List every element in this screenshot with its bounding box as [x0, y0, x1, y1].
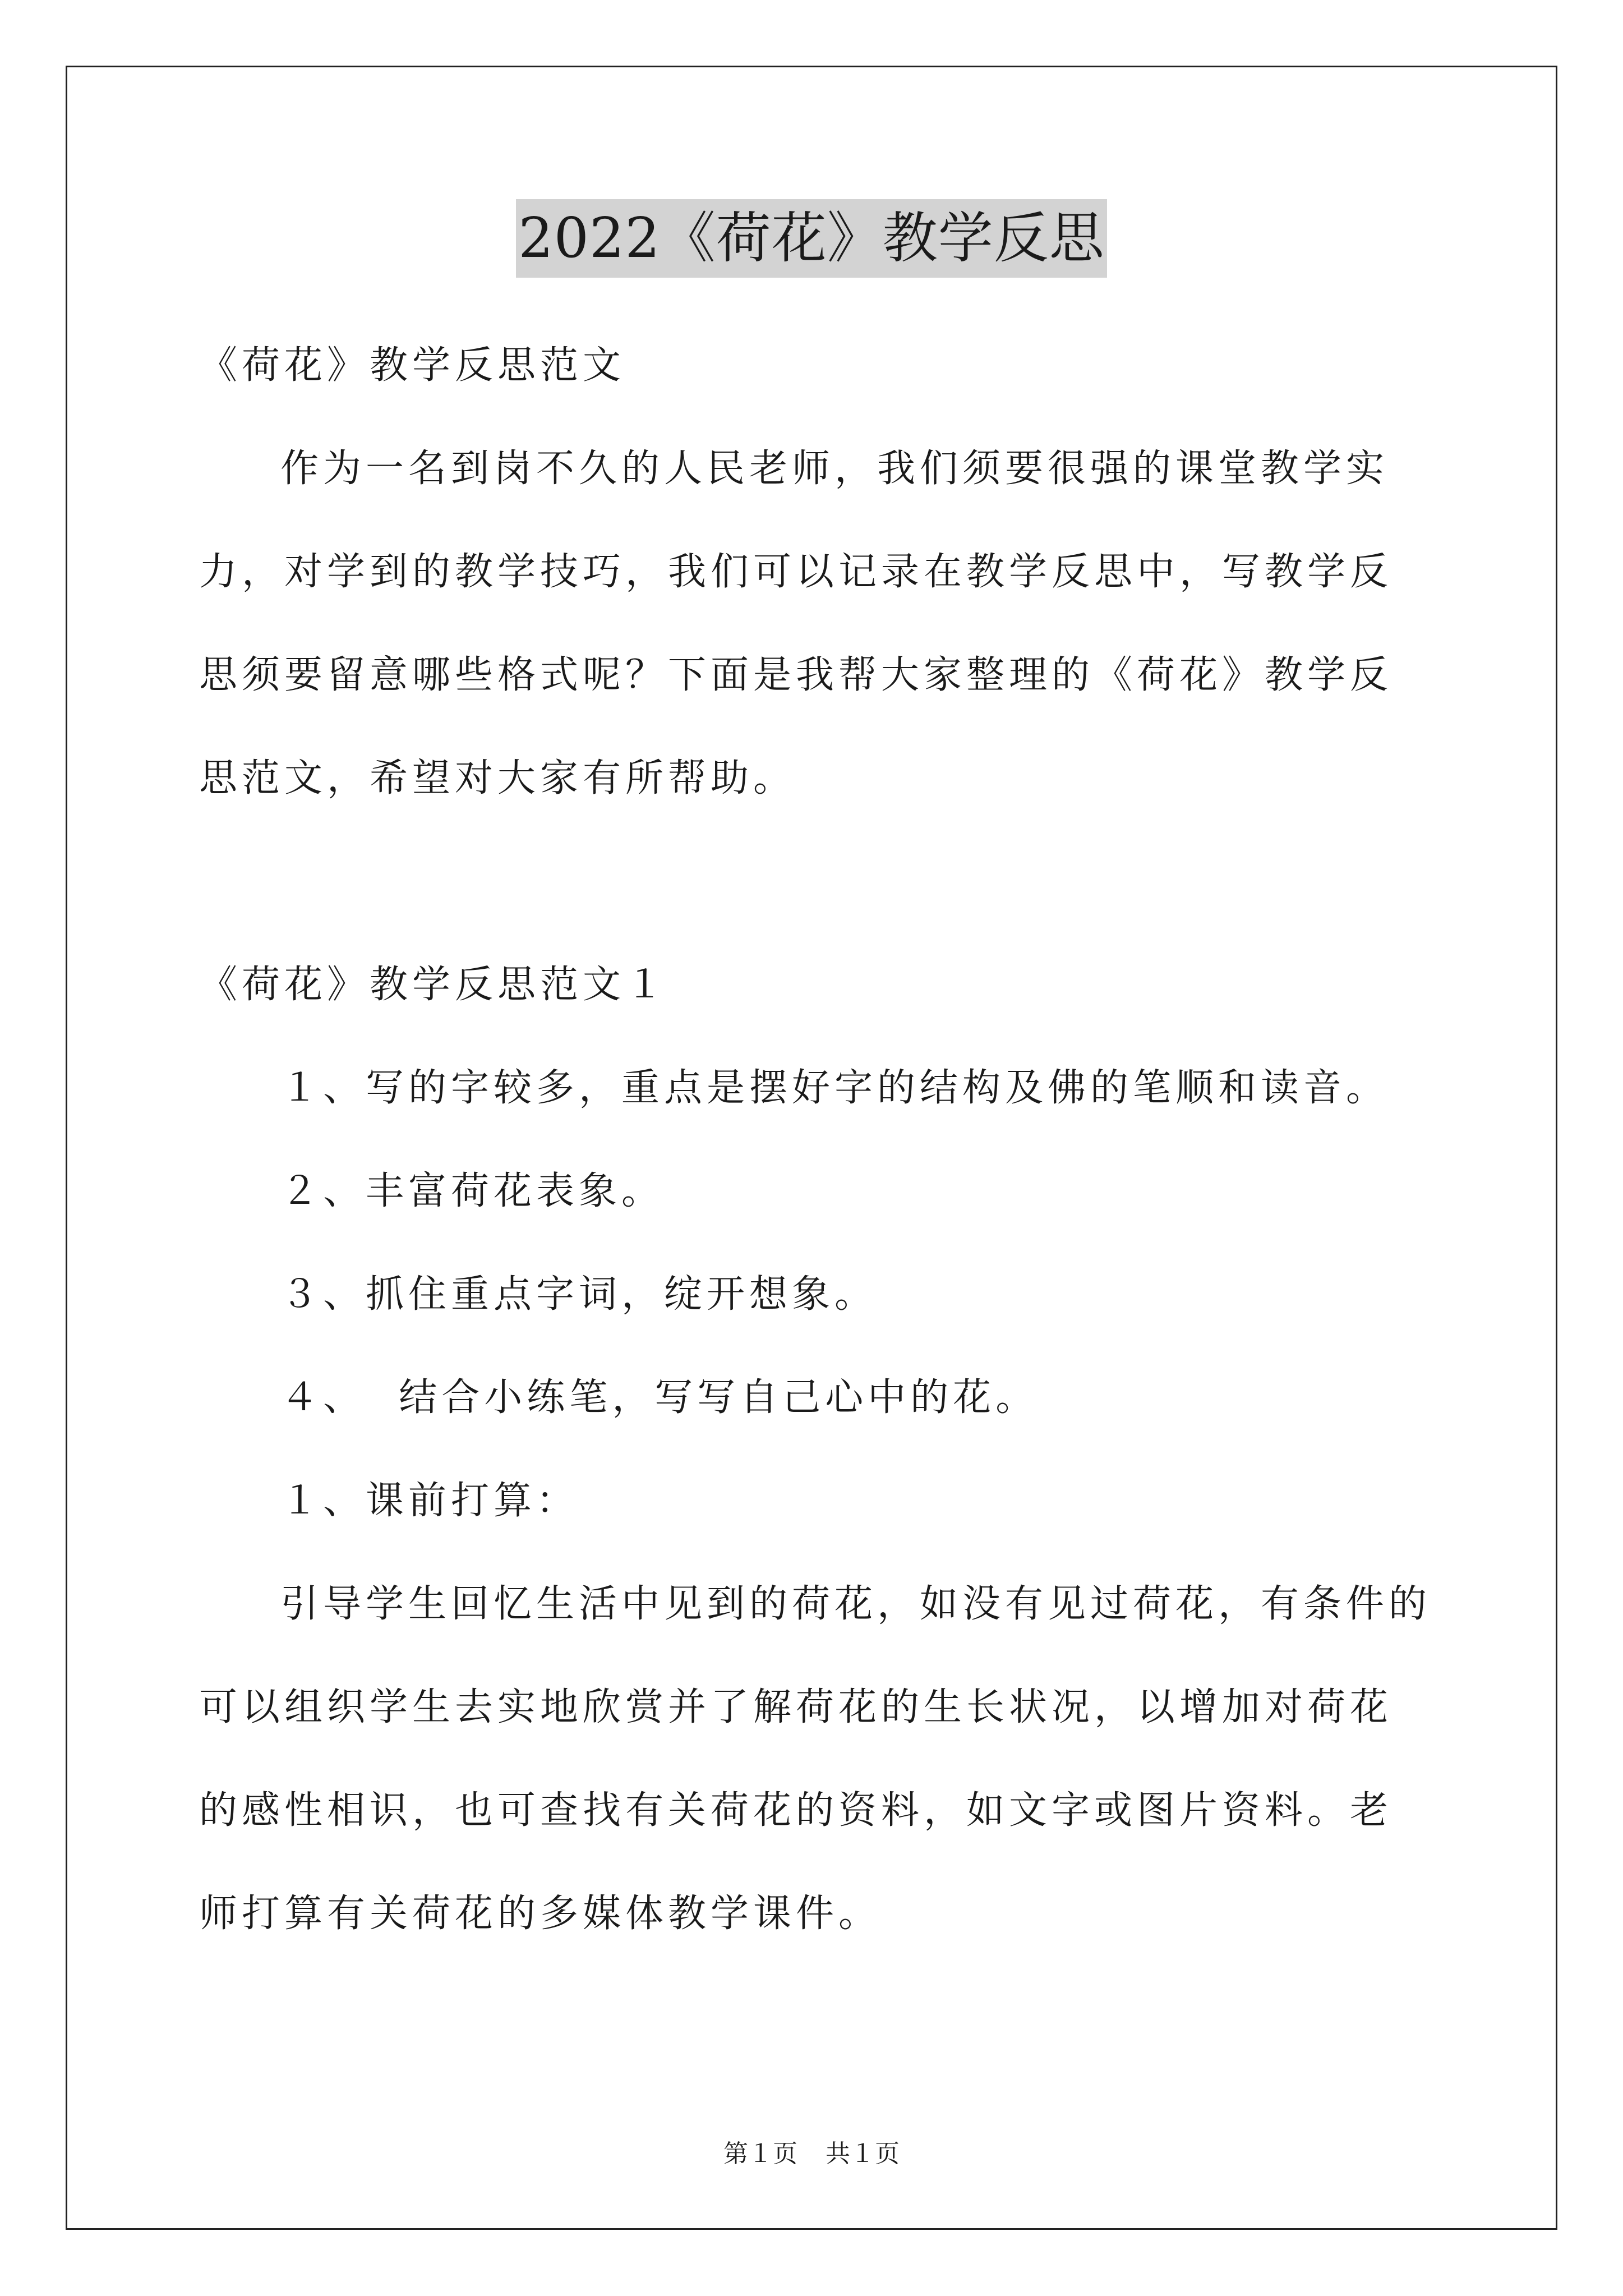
list-item: １、写的字较多，重点是摆好字的结构及佛的笔顺和读音。 [280, 1066, 1389, 1110]
page-number-current: 第１页 [723, 2139, 797, 2168]
page-number-total: 共１页 [826, 2139, 900, 2168]
page-footer [0, 2137, 1623, 2171]
title-container [0, 199, 1623, 278]
section-spacer [199, 830, 1433, 933]
intro-heading: 《荷花》教学反思范文 [199, 343, 626, 388]
body-paragraph: 引导学生回忆生活中见到的荷花，如没有见过荷花，有条件的可以组织学生去实地欣赏并了解荷花的生长状况，以增加对荷花的感性相识，也可查找有关荷花的资料，如文字或图片资料。老师打算有关荷花的多媒体教学课件。 [199, 1582, 1432, 1936]
list-item: ３、抓住重点字词，绽开想象。 [280, 1272, 878, 1317]
list-item: ４、 结合小练笔，写写自己心中的花。 [280, 1375, 1039, 1420]
document-title: 2022《荷花》教学反思 [516, 199, 1106, 278]
list-item: ２、丰富荷花表象。 [280, 1169, 665, 1213]
document-body [199, 314, 1433, 1966]
section-heading: 《荷花》教学反思范文１ [199, 963, 668, 1007]
intro-paragraph: 作为一名到岗不久的人民老师，我们须要很强的课堂教学实力，对学到的教学技巧，我们可以记录在教学反思中，写教学反思须要留意哪些格式呢？下面是我帮大家整理的《荷花》教学反思范文，希望对大家有所帮助。 [199, 447, 1393, 800]
list-item: １、课前打算： [280, 1479, 579, 1523]
